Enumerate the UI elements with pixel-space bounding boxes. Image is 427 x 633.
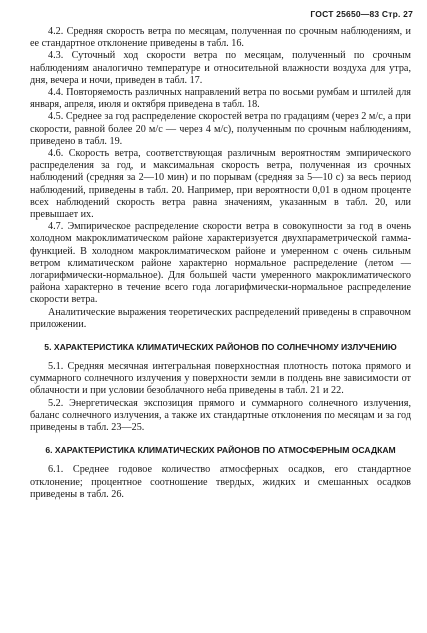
page-body (30, 26, 411, 501)
paragraph-4-5: 4.5. Среднее за год распределение скоростей ветра по градациям (через 2 м/с, а при скорости, равной более 20 м/с — через 4 м/с), полученным по срочным наблюдениям, приведено в табл. 19. (30, 111, 411, 147)
section-6-heading: 6. ХАРАКТЕРИСТИКА КЛИМАТИЧЕСКИХ РАЙОНОВ ПО АТМОСФЕРНЫМ ОСАДКАМ (45, 445, 396, 456)
paragraph-4-7: 4.7. Эмпирическое распределение скорости ветра в совокупности за год в очень холодном макроклиматическом районе характеризуется двухпараметрической гамма-функцией. В холодном макроклиматическом районе и умеренном с очень сильным ветром климатическом районе характерно нормальное распределение (летом — логарифмически-нормальное). Для большей части умеренного макроклиматического района характерно в течение всего года логарифмически-нормальное распределение скорости ветра. (30, 221, 411, 306)
paragraph-4-2: 4.2. Средняя скорость ветра по месяцам, полученная по срочным наблюдениям, и ее стандартное отклонение приведены в табл. 16. (30, 26, 411, 50)
section-5-heading: 5. ХАРАКТЕРИСТИКА КЛИМАТИЧЕСКИХ РАЙОНОВ ПО СОЛНЕЧНОМУ ИЗЛУЧЕНИЮ (44, 342, 397, 353)
paragraph-4-3: 4.3. Суточный ход скорости ветра по месяцам, полученный по срочным наблюдениям аналогично температуре и относительной влажности воздуха для утра, дня, вечера и ночи, приведен в табл. 17. (30, 50, 411, 86)
page-header: ГОСТ 25650—83 Стр. 27 (310, 9, 413, 19)
paragraph-analytic: Аналитические выражения теоретических распределений приведены в справочном приложении. (30, 306, 411, 330)
paragraph-5-2: 5.2. Энергетическая экспозиция прямого и суммарного солнечного излучения, баланс солнечного излучения, а также их стандартные отклонения по месяцам и за год приведены в табл. 23—25. (30, 397, 411, 434)
paragraph-4-4: 4.4. Повторяемость различных направлений ветра по восьми румбам и штилей для января, апреля, июля и октября приведена в табл. 18. (30, 87, 411, 111)
paragraph-6-1: 6.1. Среднее годовое количество атмосферных осадков, его стандартное отклонение; процентное соотношение твердых, жидких и смешанных осадков приведены в табл. 26. (30, 464, 411, 500)
paragraph-4-6: 4.6. Скорость ветра, соответствующая различным вероятностям эмпирического распределения за год, и максимальная скорость ветра, полученная из срочных наблюдений (средняя за 2—10 мин) и по порывам (средняя за 5—10 с) за весь период наблюдений, приведены в табл. 20. Например, при вероятности 0,01 в одном проценте всех наблюдений скорость ветра равна значениям, указанным в табл. 20, или превышает их. (30, 148, 411, 221)
paragraph-5-1: 5.1. Средняя месячная интегральная поверхностная плотность потока прямого и суммарного солнечного излучения у поверхности земли в полдень вне зависимости от облачности и при условии безоблачного неба приведены в табл. 21 и 22. (30, 361, 411, 397)
